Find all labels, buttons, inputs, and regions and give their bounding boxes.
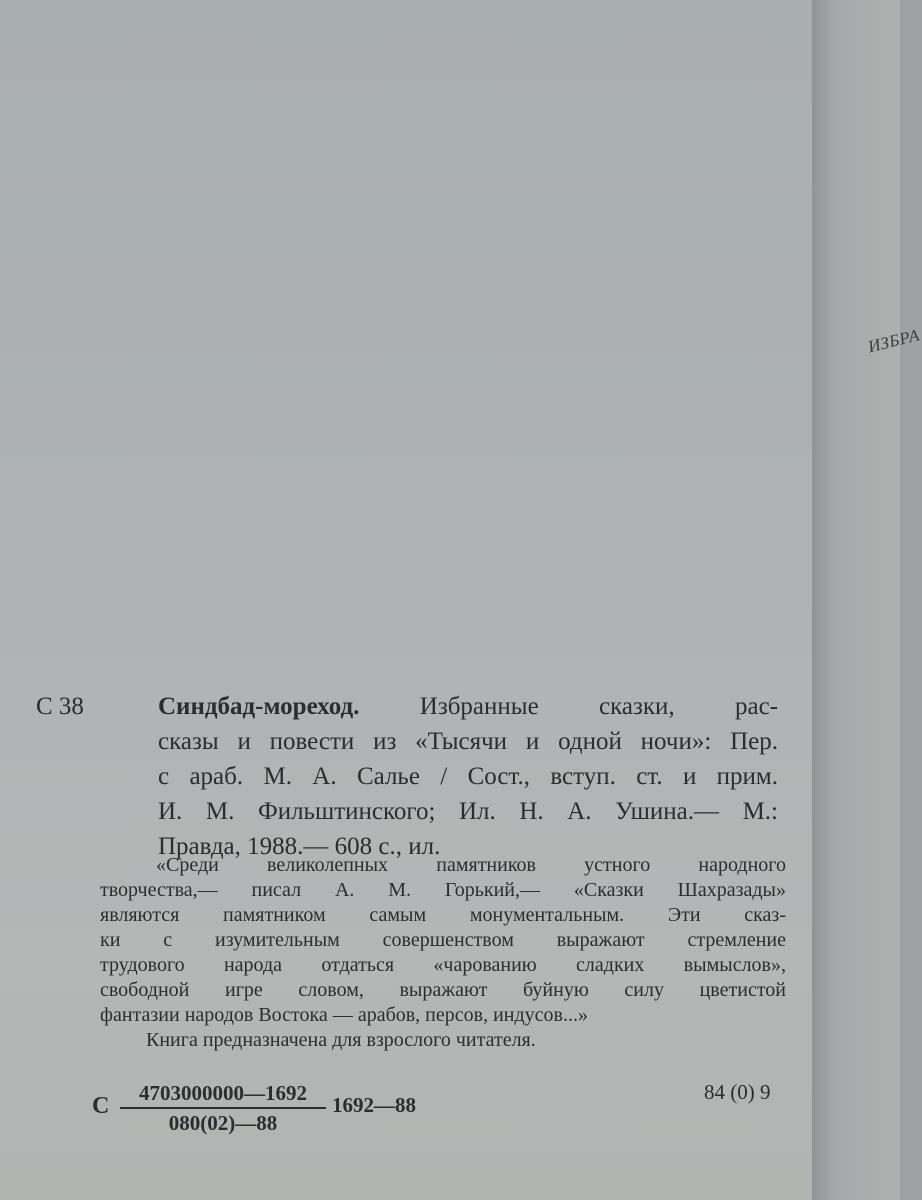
index-numerator: 4703000000—1692 <box>120 1080 326 1109</box>
catalog-code: С 38 <box>36 693 84 720</box>
audience-note: Книга предназначена для взрослого читателя. <box>146 1029 536 1051</box>
index-denominator: 080(02)—88 <box>168 1111 278 1135</box>
annotation-line: фантазии народов Востока — арабов, персов, индусов...» <box>100 1004 588 1026</box>
index-suffix: 1692—88 <box>332 1093 416 1117</box>
adjacent-page <box>812 0 900 1200</box>
book-title: Синдбад-мореход. <box>158 693 360 720</box>
entry-line-2: сказы и повести из «Тысячи и одной ночи»: Пер. <box>158 728 778 755</box>
index-prefix: С <box>92 1093 110 1119</box>
entry-line-4: И. М. Фильштинского; Ил. Н. А. Ушина.— М.: <box>158 798 778 825</box>
index-fraction <box>120 1080 326 1137</box>
bbk-code: 84 (0) 9 <box>704 1080 771 1104</box>
entry-line-5: Правда, 1988.— 608 с., ил. <box>158 833 441 860</box>
annotation <box>100 853 786 1053</box>
annotation-line: творчества,— писал А. М. Горький,— «Сказки Шахразады» <box>100 879 786 901</box>
entry-line-3: с араб. М. А. Салье / Сост., вступ. ст. и прим. <box>158 763 778 790</box>
annotation-line: свободной игре словом, выражают буйную силу цветистой <box>100 979 786 1001</box>
annotation-line: являются памятником самым монументальным. Эти сказ- <box>100 904 786 926</box>
annotation-line: ки с изумительным совершенством выражают стремление <box>100 929 786 951</box>
entry-line-1-rest: Избранные сказки, рас- <box>419 693 778 720</box>
entry-line-1 <box>158 689 778 724</box>
annotation-line: трудового народа отдаться «чарованию сладких вымыслов», <box>100 954 786 976</box>
annotation-line: «Среди великолепных памятников устного народного <box>156 854 786 876</box>
adjacent-page-text: ИЗБРА <box>866 325 922 357</box>
bibliographic-entry <box>158 689 778 864</box>
